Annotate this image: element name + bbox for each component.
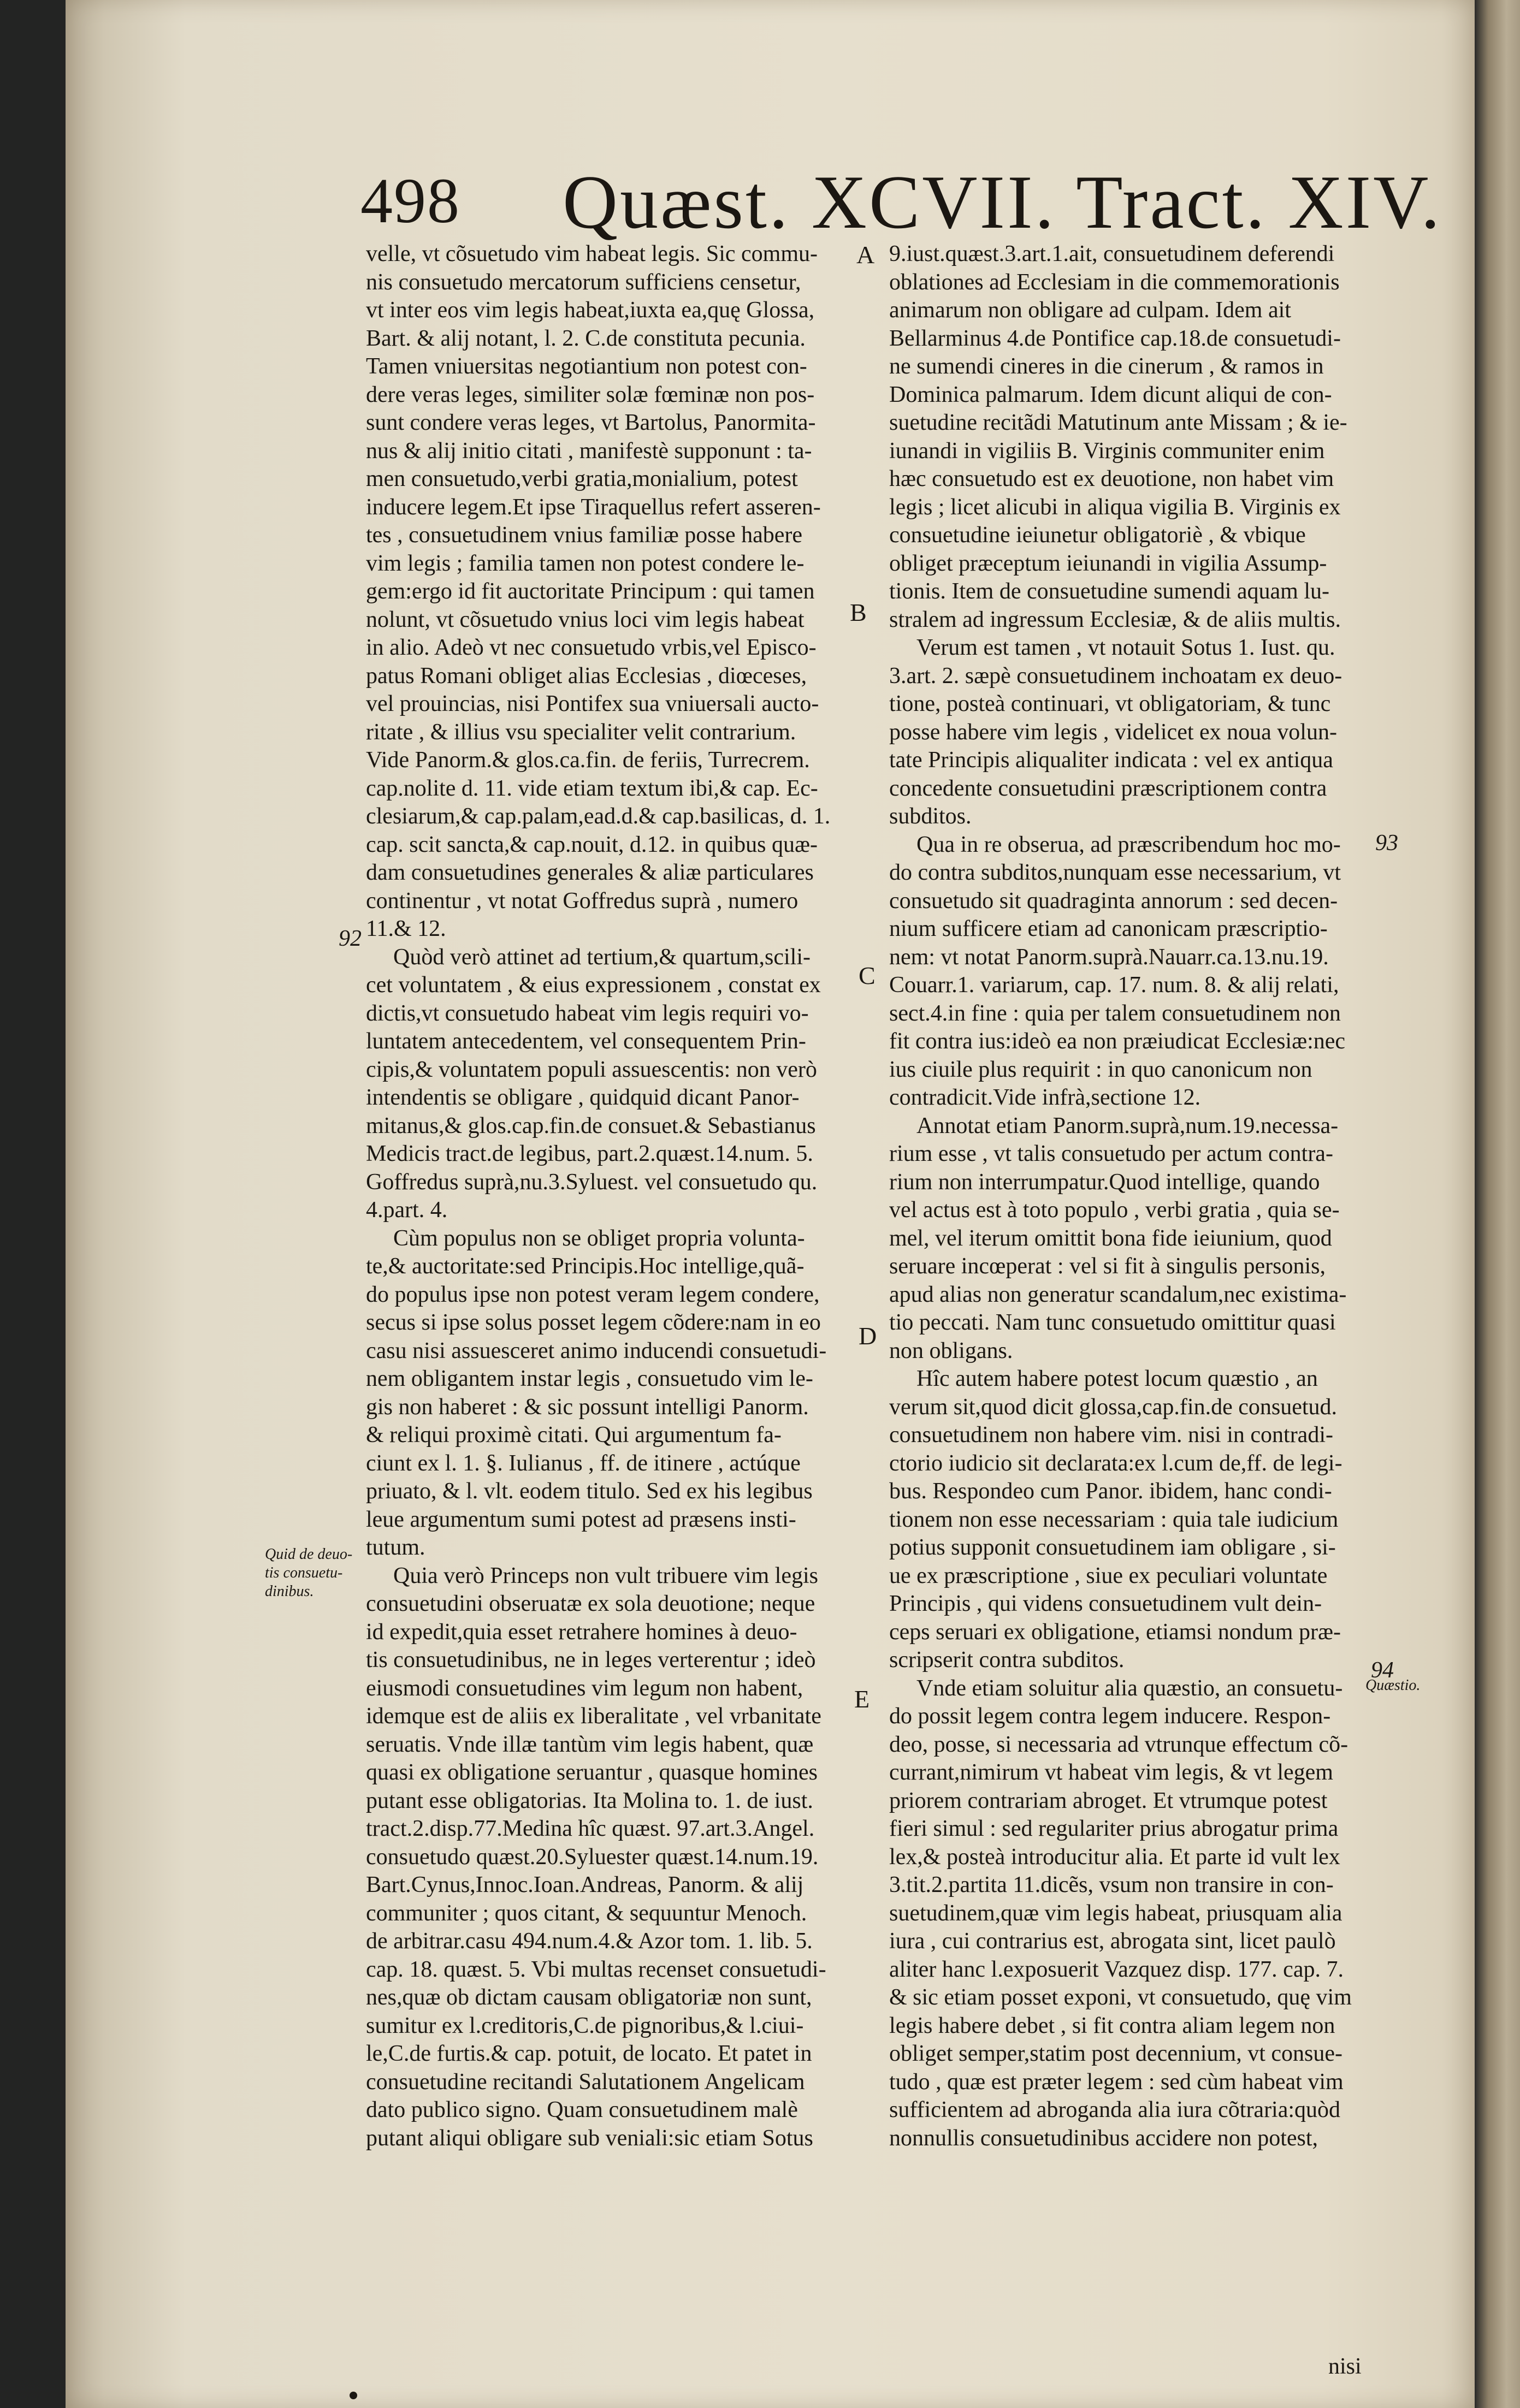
text-line: Vide Panorm.& glos.ca.fin. de feriis, Turrecrem. <box>366 748 810 773</box>
text-line: patus Romani obliget alias Ecclesias , diœceses, <box>366 663 807 689</box>
text-line: consuetudinem non habere vim. nisi in contradi- <box>889 1422 1333 1448</box>
text-line: gis non haberet : & sic possunt intelligi Panorm. <box>366 1394 809 1420</box>
running-head <box>360 158 1442 245</box>
text-line: casu nisi assuesceret animo inducendi consuetudi- <box>366 1338 827 1363</box>
text-line: te,& auctoritate:sed Principis.Hoc intellige,quã- <box>366 1254 805 1279</box>
section-letter-b: B <box>850 598 867 626</box>
text-line: secus si ipse solus posset legem cõdere:nam in eo <box>366 1310 821 1335</box>
text-line: consuetudo sit quadraginta annorum : sed decen- <box>889 888 1338 914</box>
text-line: do contra subditos,nunquam esse necessarium, vt <box>889 860 1341 885</box>
text-line: bus. Respondeo cum Panor. ibidem, hanc condi- <box>889 1479 1332 1504</box>
text-line: nus & alij initio citati , manifestè supponunt : ta- <box>366 438 812 464</box>
text-line: Annotat etiam Panorm.suprà,num.19.necessa- <box>916 1113 1339 1138</box>
text-line: verum sit,quod dicit glossa,cap.fin.de consuetud. <box>889 1394 1338 1420</box>
text-line: scripserit contra subditos. <box>889 1647 1125 1672</box>
text-line: ciunt ex l. 1. §. Iulianus , ff. de itinere , actúque <box>366 1450 801 1476</box>
text-line: & sic etiam posset exponi, vt consuetudo, quę vim <box>889 1985 1352 2010</box>
text-line: Bellarminus 4.de Pontifice cap.18.de consuetudi- <box>889 325 1341 351</box>
text-line: do possit legem contra legem inducere. Respon- <box>889 1704 1331 1729</box>
text-line: cet voluntatem , & eius expressionem , constat ex <box>366 972 821 998</box>
text-line: concedente consuetudini præscriptionem contra <box>889 775 1327 801</box>
text-line: cap.nolite d. 11. vide etiam textum ibi,& cap. Ec- <box>366 775 818 801</box>
text-line: legis habere debet , si fit contra aliam legem non <box>889 2013 1335 2038</box>
ink-dot <box>350 2392 357 2399</box>
text-line: nem: vt notat Panorm.suprà.Nauarr.ca.13.nu.19. <box>889 944 1329 970</box>
text-line: 3.art. 2. sæpè consuetudinem inchoatam ex deuo- <box>889 663 1342 689</box>
text-line: priorem contrariam abroget. Et vtrumque potest <box>889 1788 1328 1813</box>
text-line: tio peccati. Nam tunc consuetudo omittitur quasi <box>889 1310 1336 1335</box>
text-line: rium non interrumpatur.Quod intellige, quando <box>889 1169 1320 1195</box>
text-line: consuetudo quæst.20.Syluester quæst.14.num.19. <box>366 1844 819 1870</box>
right-column <box>889 240 1369 2152</box>
text-line: tutum. <box>366 1535 425 1560</box>
paragraph-number-92: 92 <box>339 926 362 951</box>
text-line: velle, vt cõsuetudo vim habeat legis. Sic commu- <box>366 241 818 266</box>
text-line: vt inter eos vim legis habeat,iuxta ea,quę Glossa, <box>366 298 815 323</box>
text-line: Qua in re obserua, ad præscribendum hoc mo- <box>916 832 1341 857</box>
text-line: iura , cui contrarius est, abrogata sint, licet paulò <box>889 1929 1336 1954</box>
text-line: tionis. Item de consuetudine sumendi aquam lu- <box>889 579 1329 604</box>
text-line: seruare incœperat : vel si fit à singulis personis, <box>889 1254 1326 1279</box>
paragraph-number-94: 94 <box>1371 1658 1394 1683</box>
text-line: animarum non obligare ad culpam. Idem ait <box>889 298 1291 323</box>
text-line: nis consuetudo mercatorum sufficiens censetur, <box>366 269 801 295</box>
text-line: & reliqui proximè citati. Qui argumentum fa- <box>366 1422 782 1448</box>
text-line: deo, posse, si necessaria ad vtrunque effectum cõ- <box>889 1731 1349 1757</box>
text-line: in alio. Adeò vt nec consuetudo vrbis,vel Episco- <box>366 635 817 660</box>
text-line: Couarr.1. variarum, cap. 17. num. 8. & alij relati, <box>889 972 1339 998</box>
text-line: seruatis. Vnde illæ tantùm vim legis habent, quæ <box>366 1731 814 1757</box>
page-number: 498 <box>360 165 460 236</box>
section-letter-e: E <box>854 1685 870 1713</box>
text-line: legis ; licet alicubi in aliqua vigilia B. Virginis ex <box>889 494 1341 520</box>
text-line: tionem non esse necessariam : quia tale iudicium <box>889 1507 1339 1532</box>
text-line: nolunt, vt cõsuetudo vnius loci vim legis habeat <box>366 607 805 632</box>
text-line: rium esse , vt talis consuetudo per actum contra- <box>889 1141 1333 1166</box>
text-line: ctorio iudicio sit declarata:ex l.cum de,ff. de legi- <box>889 1450 1342 1476</box>
text-line: de arbitrar.casu 494.num.4.& Azor tom. 1. lib. 5. <box>366 1929 813 1954</box>
text-line: eiusmodi consuetudines vim legum non habent, <box>366 1675 803 1701</box>
adjacent-page-edge <box>1475 0 1520 2408</box>
text-line: obliget semper,statim post decennium, vt consue- <box>889 2041 1342 2066</box>
text-line: Principis , qui videns consuetudinem vult dein- <box>889 1591 1322 1616</box>
text-line: intendentis se obligare , quidquid dicant Panor- <box>366 1085 800 1110</box>
text-line: Bart. & alij notant, l. 2. C.de constituta pecunia. <box>366 325 806 351</box>
text-line: sect.4.in fine : quia per talem consuetudinem non <box>889 1000 1341 1026</box>
text-line: mitanus,& glos.cap.fin.de consuet.& Sebastianus <box>366 1113 816 1138</box>
text-line: nonnullis consuetudinibus accidere non potest, <box>889 2125 1318 2151</box>
text-line: contradicit.Vide infrà,sectione 12. <box>889 1085 1201 1110</box>
text-line: vel prouincias, nisi Pontifex sua vniuersali aucto- <box>366 691 819 716</box>
text-line: oblationes ad Ecclesiam in die commemorationis <box>889 269 1340 295</box>
text-line: tract.2.disp.77.Medina hîc quæst. 97.art.3.Angel. <box>366 1816 815 1841</box>
text-line: hæc consuetudo est ex deuotione, non habet vim <box>889 466 1334 491</box>
text-line: suetudine recitãdi Matutinum ante Missam ; & ie- <box>889 410 1347 435</box>
text-line: cap. 18. quæst. 5. Vbi multas recenset consuetudi- <box>366 1956 826 1982</box>
text-line: consuetudini obseruatæ ex sola deuotione; neque <box>366 1591 815 1616</box>
text-line: Verum est tamen , vt notauit Sotus 1. Iust. qu. <box>916 635 1335 660</box>
running-title: Quæst. XCVII. Tract. XIV. <box>563 160 1442 245</box>
text-line: putant esse obligatorias. Ita Molina to. 1. de iust. <box>366 1788 813 1813</box>
text-line: stralem ad ingressum Ecclesiæ, & de aliis multis. <box>889 607 1341 632</box>
text-line: continentur , vt notat Goffredus suprà , numero <box>366 888 799 914</box>
left-column <box>366 240 852 2152</box>
text-line: nes,quæ ob dictam causam obligatoriæ non sunt, <box>366 1985 812 2010</box>
text-line: suetudinem,quæ vim legis habeat, priusquam alia <box>889 1900 1342 1926</box>
text-line: tione, posteà continuari, vt obligatoriam, & tunc <box>889 691 1331 716</box>
text-line: ue ex præscriptione , siue ex peculiari voluntate <box>889 1563 1328 1588</box>
section-letter-d: D <box>859 1322 877 1350</box>
text-line: le,C.de furtis.& cap. potuit, de locato. Et patet in <box>366 2041 812 2066</box>
text-line: quasi ex obligatione seruantur , quasque homines <box>366 1760 818 1785</box>
text-line: men consuetudo,verbi gratia,monialium, potest <box>366 466 798 491</box>
text-line: putant aliqui obligare sub veniali:sic etiam Sotus <box>366 2125 813 2151</box>
text-line: ceps seruari ex obligatione, etiamsi nondum præ- <box>889 1619 1341 1645</box>
margin-note-quaestio: Quæstio. <box>1365 1677 1421 1694</box>
text-line: id expedit,quia esset retrahere homines à deuo- <box>366 1619 797 1645</box>
text-line: dato publico signo. Quam consuetudinem malè <box>366 2097 798 2122</box>
text-line: lex,& posteà introducitur alia. Et parte id vult lex <box>889 1844 1340 1870</box>
text-line: non obligans. <box>889 1338 1013 1363</box>
text-line: Hîc autem habere potest locum quæstio , an <box>916 1366 1318 1391</box>
text-line: Goffredus suprà,nu.3.Syluest. vel consuetudo qu. <box>366 1169 818 1195</box>
text-line: nem obligantem instar legis , consuetudo vim le- <box>366 1366 813 1391</box>
text-line: dam consuetudines generales & aliæ particulares <box>366 860 814 885</box>
text-line: do populus ipse non potest veram legem condere, <box>366 1282 820 1307</box>
catchword: nisi <box>1328 2354 1362 2379</box>
text-line: inducere legem.Et ipse Tiraquellus refert asseren- <box>366 494 821 520</box>
text-line: potius supponit consuetudinem iam obligare , si- <box>889 1535 1336 1560</box>
text-line: currant,nimirum vt habeat vim legis, & vt legem <box>889 1760 1333 1785</box>
text-line: vim legis ; familia tamen non potest condere le- <box>366 550 805 576</box>
text-line: luntatem antecedentem, vel consequentem Prin- <box>366 1029 806 1054</box>
text-line: tudo , quæ est præter legem : sed cùm habeat vim <box>889 2069 1344 2095</box>
text-line: 4.part. 4. <box>366 1197 448 1223</box>
text-line: Tamen vniuersitas negotiantium non potest con- <box>366 354 807 379</box>
text-line: iunandi in vigiliis B. Virginis communiter enim <box>889 438 1325 464</box>
text-line: Dominica palmarum. Idem dicunt aliqui de con- <box>889 382 1332 407</box>
text-line: tes , consuetudinem vnius familiæ posse habere <box>366 523 803 548</box>
text-line: Bart.Cynus,Innoc.Ioan.Andreas, Panorm. & alij <box>366 1872 804 1897</box>
text-line: 9.iust.quæst.3.art.1.ait, consuetudinem deferendi <box>889 241 1335 266</box>
text-line: 3.tit.2.partita 11.dicẽs, vsum non transire in con- <box>889 1872 1334 1897</box>
text-line: Quòd verò attinet ad tertium,& quartum,scili- <box>393 944 811 970</box>
text-line: consuetudine recitandi Salutationem Angelicam <box>366 2069 805 2095</box>
text-line: ritate , & illius vsu specialiter velit contrarium. <box>366 719 796 745</box>
text-line: priuato, & l. vlt. eodem titulo. Sed ex his legibus <box>366 1479 813 1504</box>
text-line: leue argumentum sumi potest ad præsens insti- <box>366 1507 796 1532</box>
text-line: ius ciuile plus requirit : in quo canonicum non <box>889 1057 1312 1082</box>
text-line: clesiarum,& cap.palam,ead.d.& cap.basilicas, d. 1. <box>366 804 831 829</box>
text-line: Quia verò Princeps non vult tribuere vim legis <box>393 1563 819 1588</box>
paragraph-number-93: 93 <box>1375 831 1398 856</box>
text-line: gem:ergo id fit auctoritate Principum : qui tamen <box>366 579 815 604</box>
text-line: fieri simul : sed regulariter prius abrogatur prima <box>889 1816 1339 1841</box>
text-line: dere veras leges, similiter solæ fœminæ non pos- <box>366 382 815 407</box>
text-line: Medicis tract.de legibus, part.2.quæst.14.num. 5. <box>366 1141 813 1166</box>
text-line: vel actus est à toto populo , verbi gratia , quia se- <box>889 1197 1340 1223</box>
text-line: subditos. <box>889 804 972 829</box>
text-line: fit contra ius:ideò ea non præiudicat Ecclesiæ:nec <box>889 1029 1346 1054</box>
text-line: ne sumendi cineres in die cinerum , & ramos in <box>889 354 1324 379</box>
text-line: sufficientem ad abroganda alia iura cõtraria:quòd <box>889 2097 1341 2122</box>
text-line: mel, vel iterum omittit bona fide ieiunium, quod <box>889 1225 1332 1251</box>
text-line: obliget præceptum ieiunandi in vigilia Assump- <box>889 550 1327 576</box>
text-line: cap. scit sancta,& cap.nouit, d.12. in quibus quæ- <box>366 832 818 857</box>
text-line: tis consuetudinibus, ne in leges verterentur ; ideò <box>366 1647 816 1672</box>
text-line: dictis,vt consuetudo habeat vim legis requiri vo- <box>366 1000 809 1026</box>
text-line: communiter ; quos citant, & sequuntur Menoch. <box>366 1900 807 1926</box>
text-line: cipis,& voluntatem populi assuescentis: non verò <box>366 1057 817 1082</box>
text-line: 11.& 12. <box>366 916 446 941</box>
text-line: Vnde etiam soluitur alia quæstio, an consuetu- <box>916 1675 1343 1701</box>
text-line: posse habere vim legis , videlicet ex noua volun- <box>889 719 1337 745</box>
text-line: nium sufficere etiam ad canonicam præscriptio- <box>889 916 1328 941</box>
text-line: consuetudine ieiunetur obligatoriè , & vbique <box>889 523 1306 548</box>
section-letter-c: C <box>859 962 876 989</box>
text-line: aliter hanc l.exposuerit Vazquez disp. 177. cap. 7. <box>889 1956 1344 1982</box>
text-line: Cùm populus non se obliget propria volunta- <box>393 1225 805 1251</box>
text-line: apud alias non generatur scandalum,nec existima- <box>889 1282 1347 1307</box>
text-line: sunt condere veras leges, vt Bartolus, Panormita- <box>366 410 816 435</box>
text-line: tate Principis aliqualiter indicata : vel ex antiqua <box>889 748 1333 773</box>
text-line: sumitur ex l.creditoris,C.de pignoribus,& l.ciui- <box>366 2013 804 2038</box>
margin-note-devotion: Quid de deuo- tis consuetu- dinibus. <box>265 1546 353 1600</box>
section-letter-a: A <box>856 241 875 269</box>
text-line: idemque est de aliis ex liberalitate , vel vrbanitate <box>366 1704 821 1729</box>
